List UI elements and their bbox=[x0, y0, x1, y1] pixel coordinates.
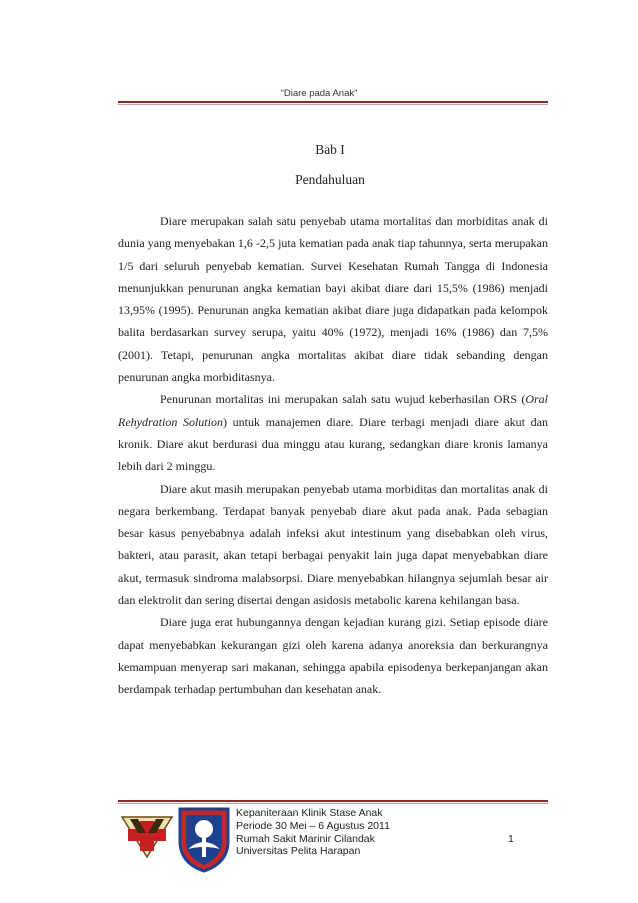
footer-line-period: Periode 30 Mei – 6 Agustus 2011 bbox=[236, 819, 390, 832]
chapter-title: Pendahuluan bbox=[295, 172, 365, 187]
header-rule bbox=[118, 101, 548, 103]
paragraph-2-italic: Oral Rehydration Solution bbox=[118, 392, 548, 429]
paragraph-2-text-a: Penurunan mortalitas ini merupakan salah satu wujud keberhasilan ORS ( bbox=[160, 392, 526, 407]
footer-line-clinic: Kepaniteraan Klinik Stase Anak bbox=[236, 807, 383, 819]
running-header-title: “Diare pada Anak” bbox=[280, 88, 358, 99]
red-cross-emblem-icon bbox=[120, 813, 174, 859]
university-crest-icon bbox=[176, 805, 232, 873]
footer-line-hospital: Rumah Sakit Marinir Cilandak bbox=[236, 832, 375, 845]
paragraph-4: Diare juga erat hubungannya dengan kejadian kurang gizi. Setiap episode diare dapat menyebabkan kekurangan gizi oleh karena adanya anoreksia dan berkurangnya kemampuan menyerap sari makanan, sehingga apabila episodenya berkepanjangan akan berdampak terhadap pertumbuhan dan kesehatan anak. bbox=[118, 615, 548, 697]
footer-rule-thin bbox=[118, 803, 548, 804]
paragraph-2 bbox=[118, 388, 548, 477]
paragraph-2-text-b: ) untuk manajemen diare. Diare terbagi menjadi diare akut dan kronik. Diare akut berdurasi dua minggu atau kurang, sedangkan diare kronis lamanya lebih dari 2 minggu. bbox=[118, 414, 548, 474]
header-rule-thin bbox=[118, 104, 548, 105]
footer-line-university: Universitas Pelita Harapan bbox=[236, 845, 361, 858]
chapter-label: Bab I bbox=[315, 142, 345, 157]
paragraph-3: Diare akut masih merupakan penyebab utama morbiditas dan mortalitas anak di negara berkembang. Terdapat banyak penyebab diare akut pada anak. Pada sebagian besar kasus penyebabnya adalah infeksi akut intestinum yang disebabkan oleh virus, bakteri, atau parasit, akan tetapi berbagai penyakit lain juga dapat menyebabkan diare akut, termasuk sindroma malabsorpsi. Diare menyebabkan hilangnya sejumlah besar air dan elektrolit dan sering disertai dengan asidosis metabolic karena kehilangan basa. bbox=[118, 481, 548, 608]
footer-rule bbox=[118, 800, 548, 802]
footer-info bbox=[236, 807, 390, 858]
page-number: 1 bbox=[508, 833, 514, 845]
body-text bbox=[118, 210, 548, 701]
paragraph-1: Diare merupakan salah satu penyebab utama mortalitas dan morbiditas anak di dunia yang menyebakan 1,6 -2,5 juta kematian pada anak tiap tahunnya, serta merupakan 1/5 dari seluruh penyebab kematian. Survei Kesehatan Rumah Tangga di Indonesia menunjukkan penurunan angka kematian bayi akibat diare dari 15,5% (1986) menjadi 13,95% (1995). Penurunan angka kematian akibat diare juga didapatkan pada kelompok balita berdasarkan survey serupa, yaitu 40% (1972), menjadi 16% (1986) dan 7,5% (2001). Tetapi, penurunan angka mortalitas akibat diare tidak sebanding dengan penurunan angka morbiditasnya. bbox=[118, 214, 548, 385]
